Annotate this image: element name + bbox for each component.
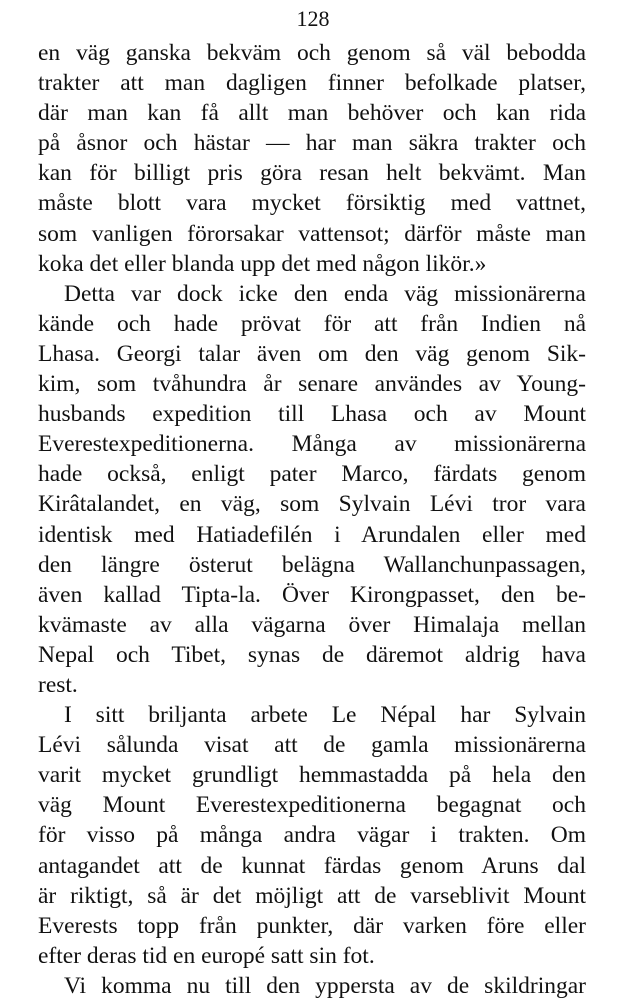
text-line: antagandet att de kunnat färdas genom Aruns dal — [38, 852, 586, 879]
text-line: Vi komma nu till den yppersta av de skildringar — [64, 972, 586, 999]
text-line: även kallad Tipta-la. Över Kirongpasset, den be- — [38, 581, 586, 608]
text-line: kände och hade prövat för att från Indien nå — [38, 310, 586, 337]
text-line: Kirâtalandet, en väg, som Sylvain Lévi tror vara — [38, 491, 586, 518]
text-line: Everestexpeditionerna. Många av missionärerna — [38, 431, 586, 458]
text-line: måste blott vara mycket försiktig med vattnet, — [38, 190, 586, 217]
text-line: en väg ganska bekväm och genom så väl bebodda — [38, 40, 586, 66]
text-line: Everests topp från punkter, där varken före eller — [38, 912, 586, 939]
text-line: den längre österut belägna Wallanchunpassagen, — [38, 551, 586, 578]
text-line: Lhasa. Georgi talar även om den väg genom Sik- — [38, 340, 586, 367]
text-line: identisk med Hatiadefilén i Arundalen eller med — [38, 521, 586, 548]
text-line: varit mycket grundligt hemmastadda på hela den — [38, 762, 586, 789]
text-line: där man kan få allt man behöver och kan rida — [38, 100, 586, 127]
text-line: kan för billigt pris göra resan helt bekvämt. Man — [38, 160, 586, 187]
text-line: som vanligen förorsakar vattensot; därför måste man — [38, 220, 586, 247]
text-line: kim, som tvåhundra år senare användes av Young- — [38, 371, 586, 398]
page-number: 128 — [296, 6, 330, 31]
text-line: Detta var dock icke den enda väg missionärerna — [64, 280, 586, 307]
text-line: I sitt briljanta arbete Le Népal har Sylvain — [64, 702, 586, 729]
text-line: koka det eller blanda upp det med någon likör.» — [38, 250, 487, 277]
text-line: hade också, enligt pater Marco, färdats genom — [38, 461, 586, 488]
text-line: Nepal och Tibet, synas de däremot aldrig hava — [38, 641, 586, 668]
text-line: husbands expedition till Lhasa och av Mount — [38, 401, 586, 428]
text-line: trakter att man dagligen finner befolkade platser, — [38, 70, 586, 97]
body-text — [38, 38, 586, 1001]
text-line: rest. — [38, 671, 78, 698]
text-line: är riktigt, så är det möjligt att de varseblivit Mount — [38, 882, 586, 909]
text-line: kvämaste av alla vägarna över Himalaja mellan — [38, 611, 586, 638]
text-line: väg Mount Everestexpeditionerna begagnat och — [38, 792, 586, 819]
text-line: för visso på många andra vägar i trakten. Om — [38, 822, 586, 849]
text-line: efter deras tid en europé satt sin fot. — [38, 942, 375, 969]
text-line: Lévi sålunda visat att de gamla missionärerna — [38, 732, 586, 759]
text-line: på åsnor och hästar — har man säkra trakter och — [38, 130, 586, 157]
